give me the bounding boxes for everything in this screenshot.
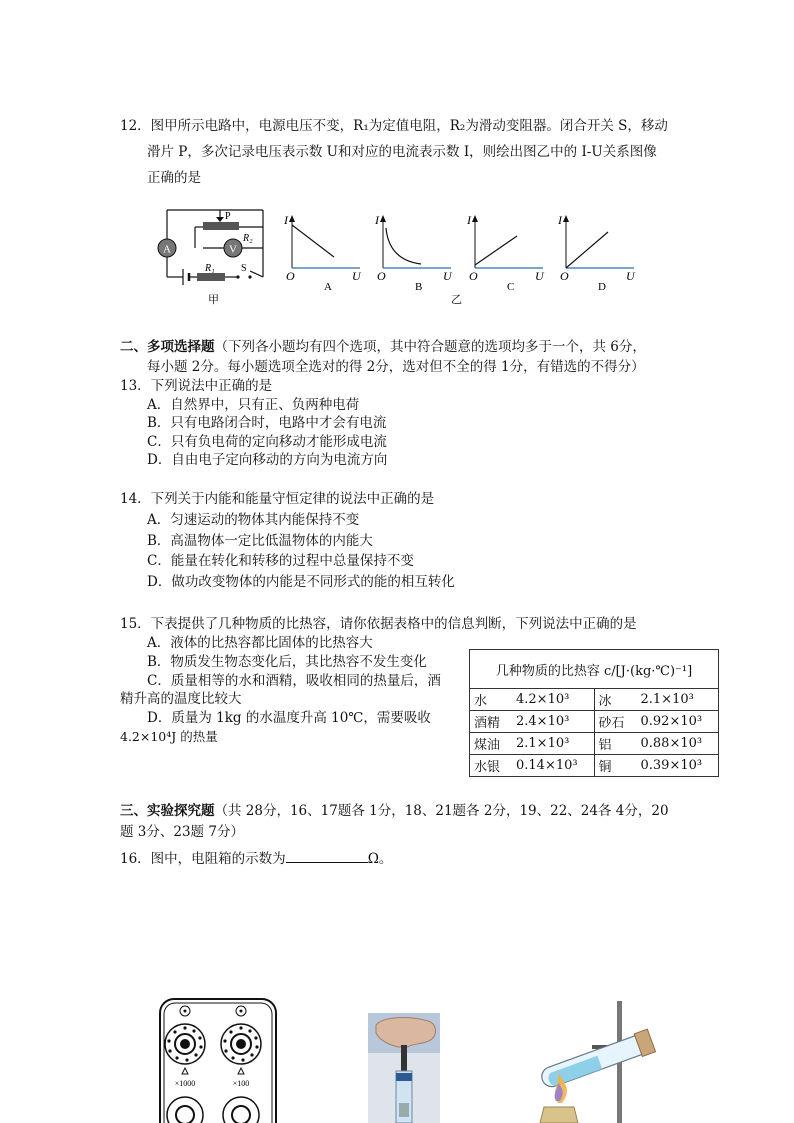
q12-line2: 滑片 P，多次记录电压表示数 U和对应的电流表示数 I，则绘出图乙中的 I-U关系图像 (147, 144, 657, 160)
q16-text: 16．图中，电阻箱的示数为 (120, 851, 286, 867)
r2-label: R₂ (243, 233, 253, 244)
table-cell: 铜 (594, 755, 637, 777)
q14-stem: 14．下列关于内能和能量守恒定律的说法中正确的是 (120, 491, 435, 507)
q16-unit: Ω。 (367, 851, 393, 867)
q15-option-a: A．液体的比热容都比固体的比热容大 (147, 635, 373, 651)
circuit-caption: 甲 (208, 294, 219, 305)
section3-title: 三、实验探究题 (120, 803, 215, 819)
piston-photo (368, 1013, 440, 1123)
ammeter-label: A (163, 243, 171, 256)
graph-b-i: I (375, 213, 379, 227)
q13-stem: 13．下列说法中正确的是 (120, 378, 273, 394)
q13-option-c: C．只有负电荷的定向移动才能形成电流 (147, 434, 387, 450)
test-tube-apparatus (530, 997, 665, 1123)
table-row (470, 755, 719, 777)
graph-b (373, 210, 458, 295)
graph-c-letter: C (507, 281, 515, 293)
table-cell: 铝 (594, 733, 637, 755)
graph-a-origin: O (286, 269, 295, 283)
table-cell: 0.39×10³ (637, 755, 719, 777)
graph-c-i: I (467, 213, 471, 227)
q13-option-d: D．自由电子定向移动的方向为电流方向 (147, 452, 388, 468)
q15-stem: 15．下表提供了几种物质的比热容，请你依据表格中的信息判断，下列说法中正确的是 (120, 616, 637, 632)
q14-option-a: A．匀速运动的物体其内能保持不变 (147, 512, 360, 528)
specific-heat-table (469, 649, 719, 777)
graph-b-u: U (443, 269, 452, 283)
table-cell: 水银 (470, 755, 513, 777)
section2-title: 二、多项选择题 (120, 339, 215, 355)
table-row (470, 733, 719, 755)
q15-option-c1: C．质量相等的水和酒精，吸收相同的热量后，酒 (147, 673, 441, 689)
graph-d-i: I (558, 213, 562, 227)
table-cell: 冰 (594, 689, 637, 711)
q15-option-b: B．物质发生物态变化后，其比热容不发生变化 (147, 654, 427, 670)
q15-option-d2: 4.2×10⁴J 的热量 (120, 729, 218, 744)
graph-d-u: U (626, 269, 635, 283)
table-caption: 几种物质的比热容 c/[J·(kg·℃)⁻¹] (470, 650, 719, 689)
multiplier-left: ×1000 (174, 1079, 196, 1088)
section2-rule1: （下列各小题均有四个选项，其中符合题意的选项均多于一个，共 6分， (214, 339, 646, 355)
q16 (120, 849, 392, 869)
table-cell: 0.14×10³ (512, 755, 594, 777)
table-cell: 4.2×10³ (512, 689, 594, 711)
table-cell: 砂石 (594, 711, 637, 733)
switch-label: S (241, 263, 247, 274)
voltmeter-label: V (229, 243, 237, 256)
resistance-box-figure (158, 997, 278, 1123)
graph-c-u: U (535, 269, 544, 283)
r1-resistor (197, 273, 225, 281)
table-cell: 0.92×10³ (637, 711, 719, 733)
graph-a-i: I (284, 213, 288, 227)
section3-header (120, 802, 669, 821)
q14-option-b: B．高温物体一定比低温物体的内能大 (147, 533, 373, 549)
graph-d-letter: D (598, 281, 606, 293)
section3-rule1: （共 28分，16、17题各 1分，18、21题各 2分，19、22、24各 4分，20 (214, 803, 669, 819)
table-cell: 2.4×10³ (512, 711, 594, 733)
r2-resistor (203, 222, 239, 230)
graph-b-origin: O (377, 269, 386, 283)
table-cell: 水 (470, 689, 513, 711)
q12-line3: 正确的是 (147, 170, 201, 186)
burner-icon (540, 1107, 578, 1123)
multiplier-right: ×100 (232, 1079, 250, 1088)
table-row (470, 689, 719, 711)
dial-thousands[interactable] (165, 1024, 205, 1064)
graph-d-origin: O (560, 269, 569, 283)
q15-option-d1: D．质量为 1kg 的水温度升高 10℃，需要吸收 (147, 710, 431, 726)
table-cell: 煤油 (470, 733, 513, 755)
section2-header (120, 338, 646, 357)
dial-hundreds[interactable] (221, 1024, 261, 1064)
table-row (470, 711, 719, 733)
r1-label: R₁ (205, 263, 215, 274)
table-cell: 2.1×10³ (512, 733, 594, 755)
q13-option-a: A．自然界中，只有正、负两种电荷 (147, 397, 360, 413)
table-cell: 0.88×10³ (637, 733, 719, 755)
graph-b-letter: B (415, 281, 423, 293)
q12-line1: 12．图甲所示电路中，电源电压不变，R₁为定值电阻，R₂为滑动变阻器。闭合开关 S，移动 (120, 118, 668, 134)
graph-c (465, 210, 550, 295)
q16-answer-blank[interactable] (286, 849, 368, 863)
slider-p-label: P (225, 211, 231, 222)
q13-option-b: B．只有电路闭合时，电路中才会有电流 (147, 415, 387, 431)
section3-rule2: 题 3分、23题 7分） (120, 824, 244, 840)
q14-option-d: D．做功改变物体的内能是不同形式的能的相互转化 (147, 574, 455, 590)
table-cell: 酒精 (470, 711, 513, 733)
graph-a-letter: A (324, 281, 332, 293)
graph-a (282, 210, 367, 295)
graph-a-u: U (352, 269, 361, 283)
graph-c-origin: O (469, 269, 478, 283)
graph-d (556, 210, 641, 295)
circuit-diagram (155, 205, 275, 305)
q15-option-c2: 精升高的温度比较大 (120, 691, 242, 707)
table-cell: 2.1×10³ (637, 689, 719, 711)
graphs-caption: 乙 (451, 293, 462, 306)
section2-rule2: 每小题 2分。每小题选项全选对的得 2分，选对但不全的得 1分，有错选的不得分） (147, 359, 645, 375)
q14-option-c: C．能量在转化和转移的过程中总量保持不变 (147, 553, 414, 569)
